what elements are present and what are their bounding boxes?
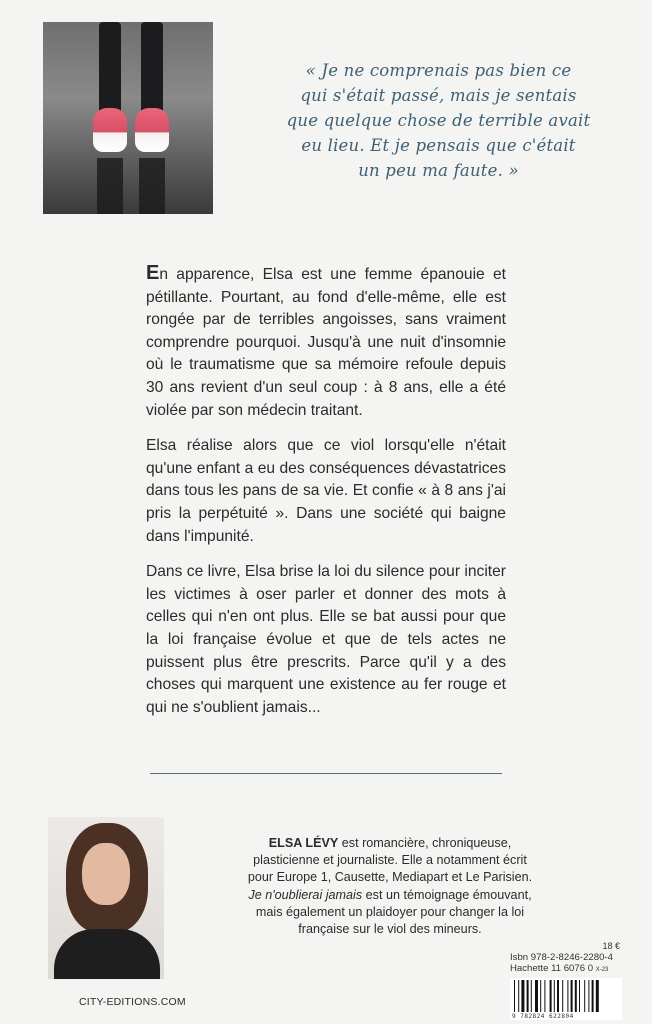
synopsis	[146, 262, 506, 732]
isbn: Isbn 978-2-8246-2280-4	[510, 952, 613, 963]
drop-cap: E	[146, 262, 160, 284]
shoe-reflection-right	[139, 158, 165, 214]
barcode-bar	[562, 980, 563, 1012]
barcode-bar	[588, 980, 589, 1012]
pull-quote	[256, 58, 621, 183]
cover-photo-shoes	[43, 22, 213, 214]
hachette-code: X-23	[595, 967, 609, 973]
barcode-bar	[557, 980, 559, 1012]
barcode-bar	[579, 980, 580, 1012]
barcode-bar	[531, 980, 532, 1012]
hachette-number: Hachette 11 6076 0	[510, 963, 594, 974]
synopsis-paragraph-3: Dans ce livre, Elsa brise la loi du silence pour inciter les victimes à oser parler et donner des mots à celles qui n'en ont plus. Elle se bat aussi pour que la loi française évolue et que de tels actes ne puissent plus être prescrits. Parce qu'il y a des choses qui marquent une existence au fer rouge et qui ne s'oublient jamais...	[146, 563, 506, 716]
synopsis-paragraph-2: Elsa réalise alors que ce viol lorsqu'elle n'était qu'une enfant a eu des conséquences dévastatrices dans tous les pans de sa vie. Et confie « à 8 ans j'ai pris la perpétuité ». Dans une société qui baigne dans l'impunité.	[146, 437, 506, 545]
barcode-bar	[584, 980, 585, 1012]
quote-line: eu lieu. Et je pensais que c'était	[301, 136, 576, 155]
barcode-bar	[521, 980, 524, 1012]
barcode-digits: 9 782824 622804	[512, 1013, 574, 1020]
barcode-bar	[554, 980, 555, 1012]
barcode-bar	[592, 980, 594, 1012]
barcode-bar	[575, 980, 577, 1012]
barcode-bar	[518, 980, 519, 1012]
quote-line: un peu ma faute. »	[358, 161, 519, 180]
isbn-block	[510, 952, 622, 976]
leg-left	[99, 22, 121, 117]
quote-line: que quelque chose de terrible avait	[286, 111, 591, 130]
quote-line: qui s'était passé, mais je sentais	[300, 86, 577, 105]
author-photo	[48, 817, 164, 979]
barcode-bar	[550, 980, 552, 1012]
leg-right	[141, 22, 163, 117]
barcode-bar	[567, 980, 568, 1012]
pink-sneaker-right	[135, 108, 169, 152]
barcode-bar	[571, 980, 573, 1012]
book-title: Je n'oublierai jamais	[248, 887, 363, 902]
barcode-bar	[527, 980, 529, 1012]
bio-text-2: est un témoignage émouvant, mais également un plaidoyer pour changer la loi française sur le viol des mineurs.	[255, 887, 532, 937]
shoe-reflection-left	[97, 158, 123, 214]
synopsis-paragraph-1	[146, 262, 506, 422]
barcode-bar	[540, 980, 541, 1012]
author-jacket	[54, 929, 160, 979]
publisher-website: CITY-EDITIONS.COM	[79, 996, 186, 1008]
quote-line: « Je ne comprenais pas bien ce	[305, 61, 572, 80]
author-face	[82, 843, 130, 905]
author-bio	[240, 835, 540, 938]
barcode-bar	[535, 980, 538, 1012]
price: 18 €	[602, 941, 620, 951]
bio-text-1: est romancière, chroniqueuse, plasticienne et journaliste. Elle a notamment écrit pour Europe 1, Causette, Mediapart et Le Parisien.	[247, 836, 533, 885]
pink-sneaker-left	[93, 108, 127, 152]
hachette-line	[510, 963, 622, 976]
barcode-bar	[514, 980, 515, 1012]
author-name: ELSA LÉVY	[268, 836, 339, 850]
synopsis-paragraph-1-text: n apparence, Elsa est une femme épanouie et pétillante. Pourtant, au fond d'elle-même, elle est rongée par de terribles angoisses, sans vraiment comprendre pourquoi. Jusqu'à une nuit d'insomnie où le traumatisme que sa mémoire refoule depuis 30 ans revient d'un seul coup : à 8 ans, elle a été violée par son médecin traitant.	[146, 266, 506, 419]
section-divider	[150, 773, 502, 774]
barcode-bar	[596, 980, 599, 1012]
barcode-bar	[544, 980, 545, 1012]
